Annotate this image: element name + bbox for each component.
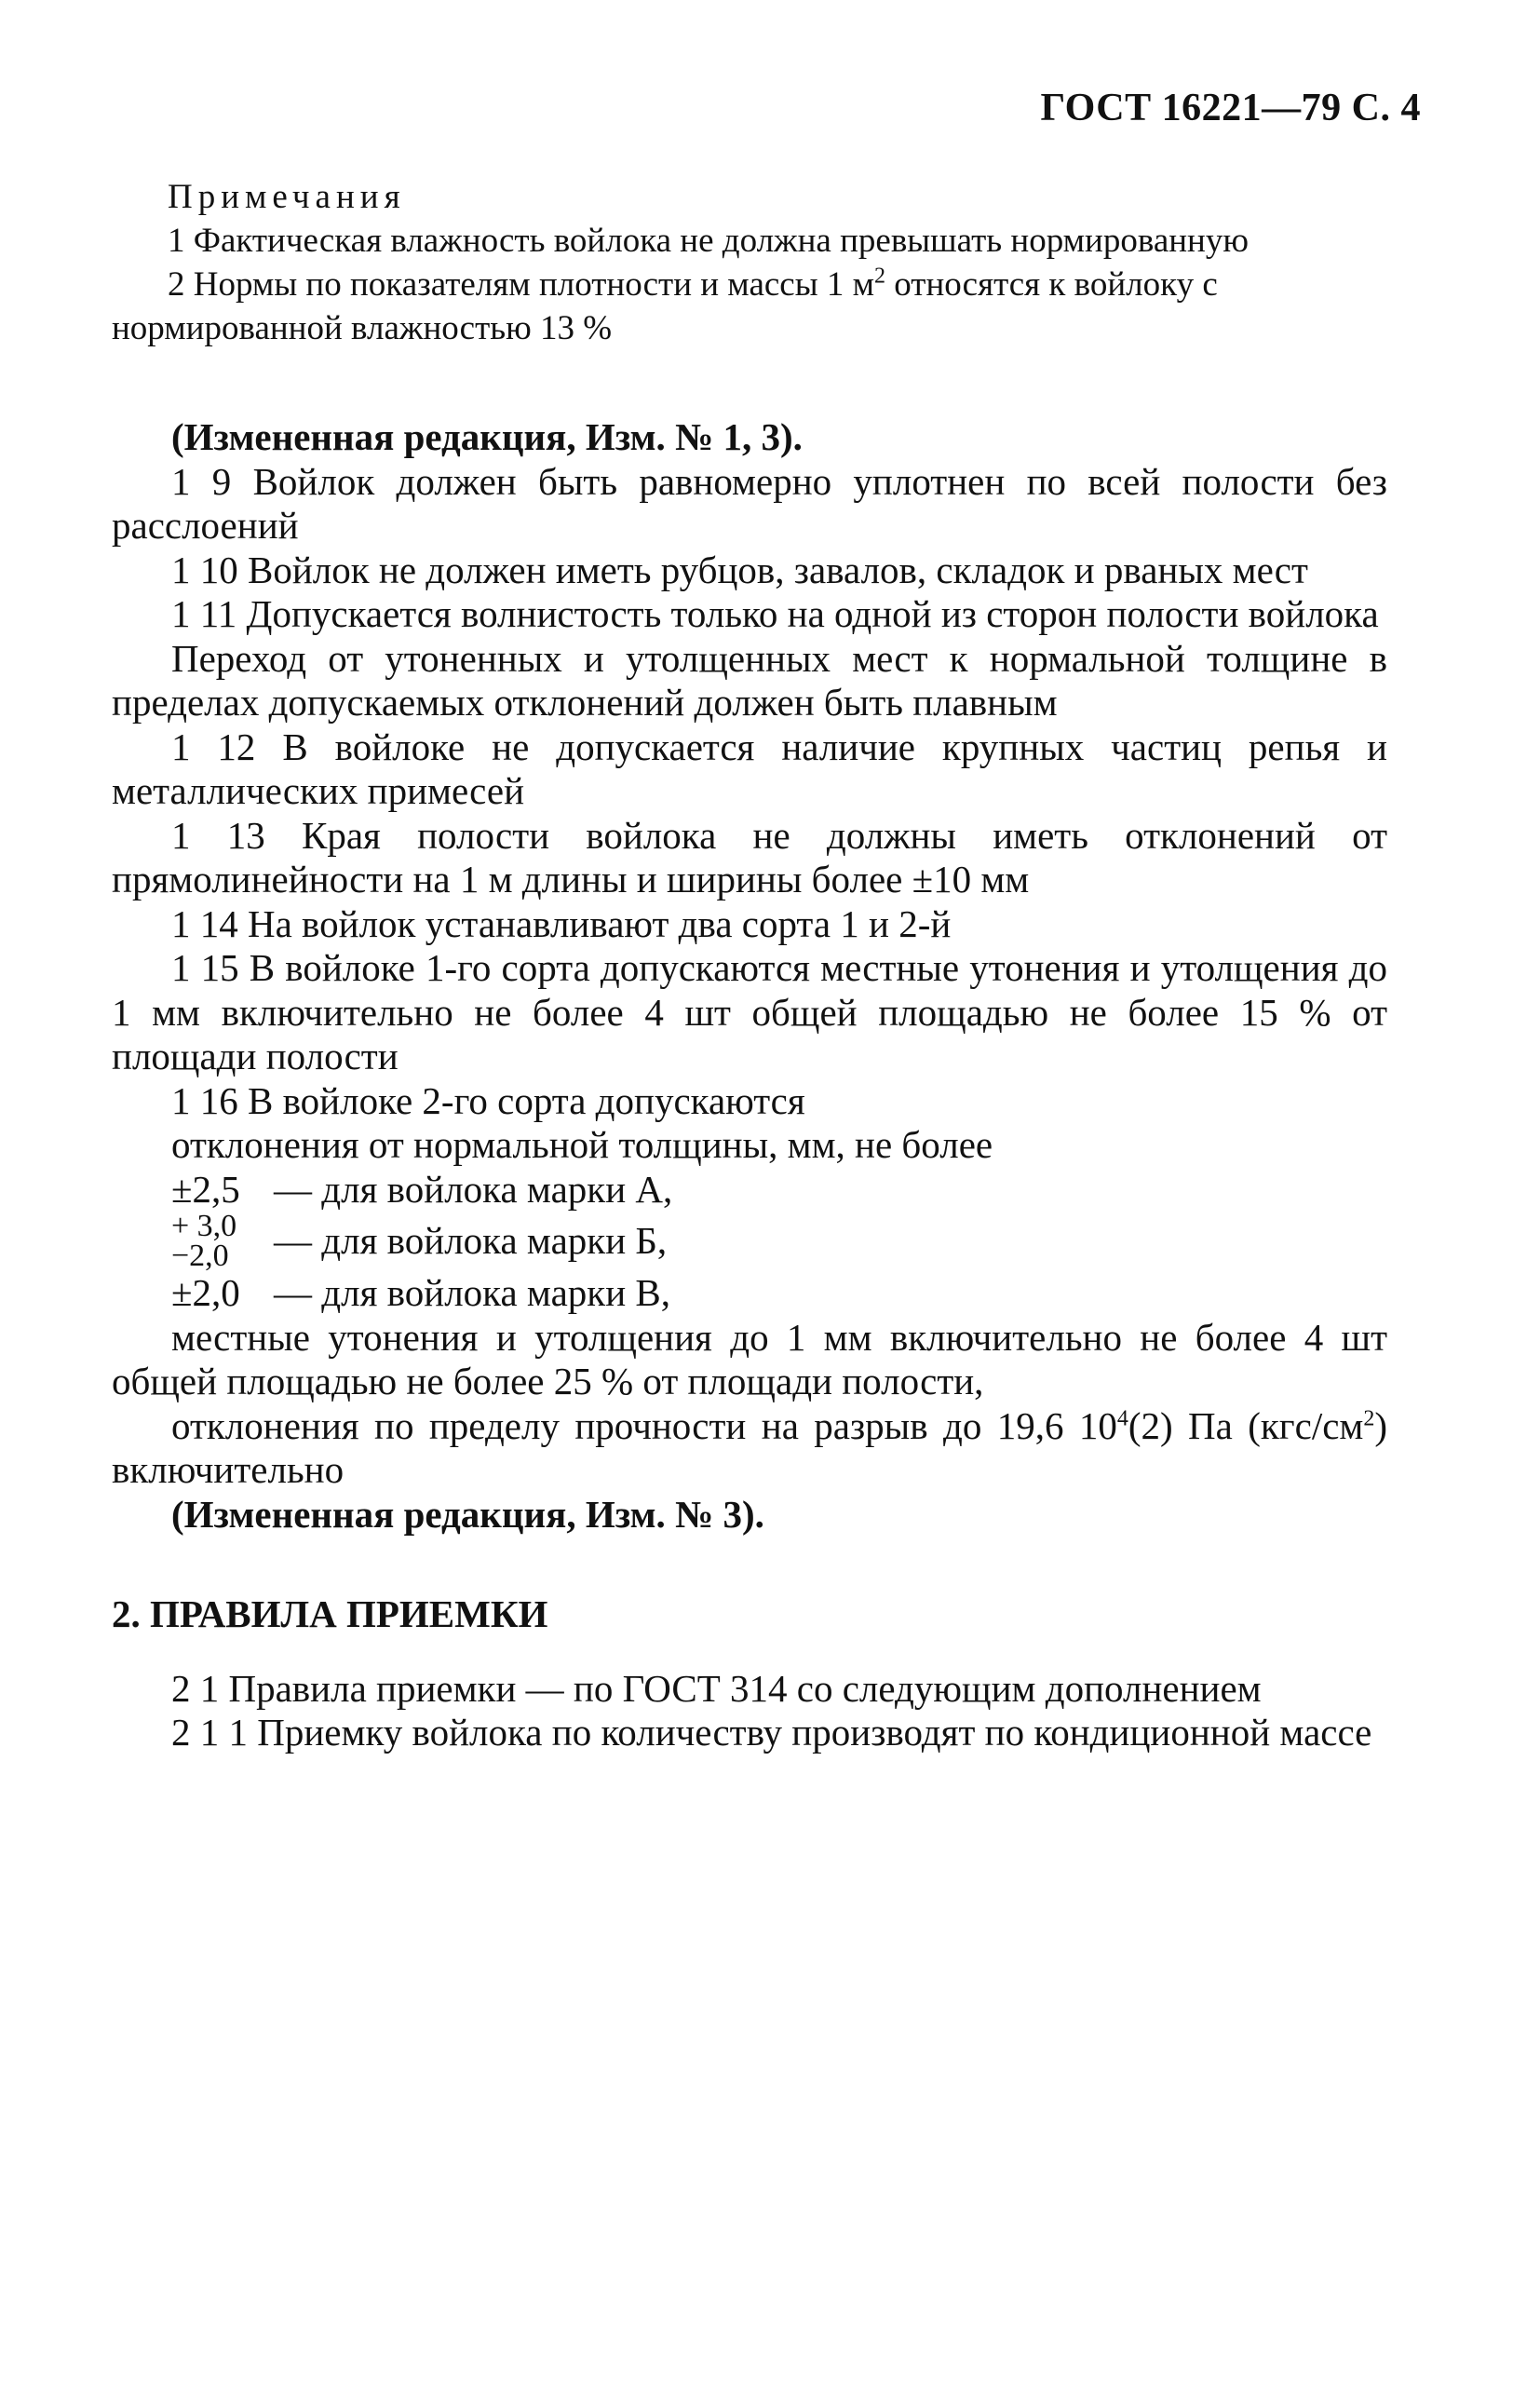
page-header: ГОСТ 16221—79 С. 4 xyxy=(1040,87,1421,129)
clause-1-10: 1 10 Войлок не должен иметь рубцов, завалов, складок и рваных мест xyxy=(171,548,1308,591)
clause-1-16: 1 16 В войлоке 2-го сорта допускаются xyxy=(171,1078,805,1122)
local-thinning: местные утонения и утолщения до 1 мм включительно не более 4 шт общей площадью не более 25 % от площади полости, xyxy=(112,1315,1387,1402)
note-2: 2 Нормы по показателям плотности и массы 1 $м^2$ относятся к войлоку с нормированной влажностью 13 % xyxy=(112,264,1218,347)
clause-1-13: 1 13 Края полости войлока не должны иметь отклонений от прямолинейности на 1 м длины и ширины более ±10 мм xyxy=(112,813,1387,901)
clause-2-1: 2 1 Правила приемки — по ГОСТ 314 со следующим дополнением xyxy=(171,1666,1262,1710)
section-2-title: 2. ПРАВИЛА ПРИЕМКИ xyxy=(112,1592,548,1635)
tolerance-v: ±2,0 — для войлока марки В, xyxy=(171,1271,670,1314)
clause-1-9: 1 9 Войлок должен быть равномерно уплотнен по всей полости без расслоений xyxy=(112,459,1387,547)
clause-1-15: 1 15 В войлоке 1-го сорта допускаются местные утонения и утолщения до 1 мм включительно не более 4 шт общей площадью не более 15 % от площади полости xyxy=(112,946,1387,1077)
strength-deviation: отклонения по пределу прочности на разрыв до 19,6 $10^4(2)$ Па $(кгс/см^2)$ включительно xyxy=(112,1403,1388,1491)
tolerance-a: ±2,5 — для войлока марки А, xyxy=(171,1167,673,1211)
clause-1-11-cont: Переход от утоненных и утолщенных мест к нормальной толщине в пределах допускаемых отклонений должен быть плавным xyxy=(112,636,1387,724)
deviation-intro: отклонения от нормальной толщины, мм, не более xyxy=(171,1123,993,1166)
tolerance-b: + 3,0 −2,0 — для войлока марки Б, xyxy=(171,1209,668,1273)
notes-title: Примечания xyxy=(168,178,406,216)
document-body xyxy=(112,415,1387,1755)
note-1: 1 Фактическая влажность войлока не должна превышать нормированную xyxy=(168,222,1250,260)
clause-1-14: 1 14 На войлок устанавливают два сорта 1 и 2-й xyxy=(171,901,952,945)
clause-1-11: 1 11 Допускается волнистость только на одной из сторон полости войлока xyxy=(171,592,1379,635)
clause-1-12: 1 12 В войлоке не допускается наличие крупных частиц репья и металлических примесей xyxy=(112,725,1387,812)
revision-note-1: (Измененная редакция, Изм. № 1, 3). xyxy=(171,415,803,458)
revision-note-2: (Измененная редакция, Изм. № 3). xyxy=(171,1492,764,1536)
clause-2-1-1: 2 1 1 Приемку войлока по количеству производят по кондиционной массе xyxy=(171,1711,1372,1754)
notes-block xyxy=(112,175,1387,350)
